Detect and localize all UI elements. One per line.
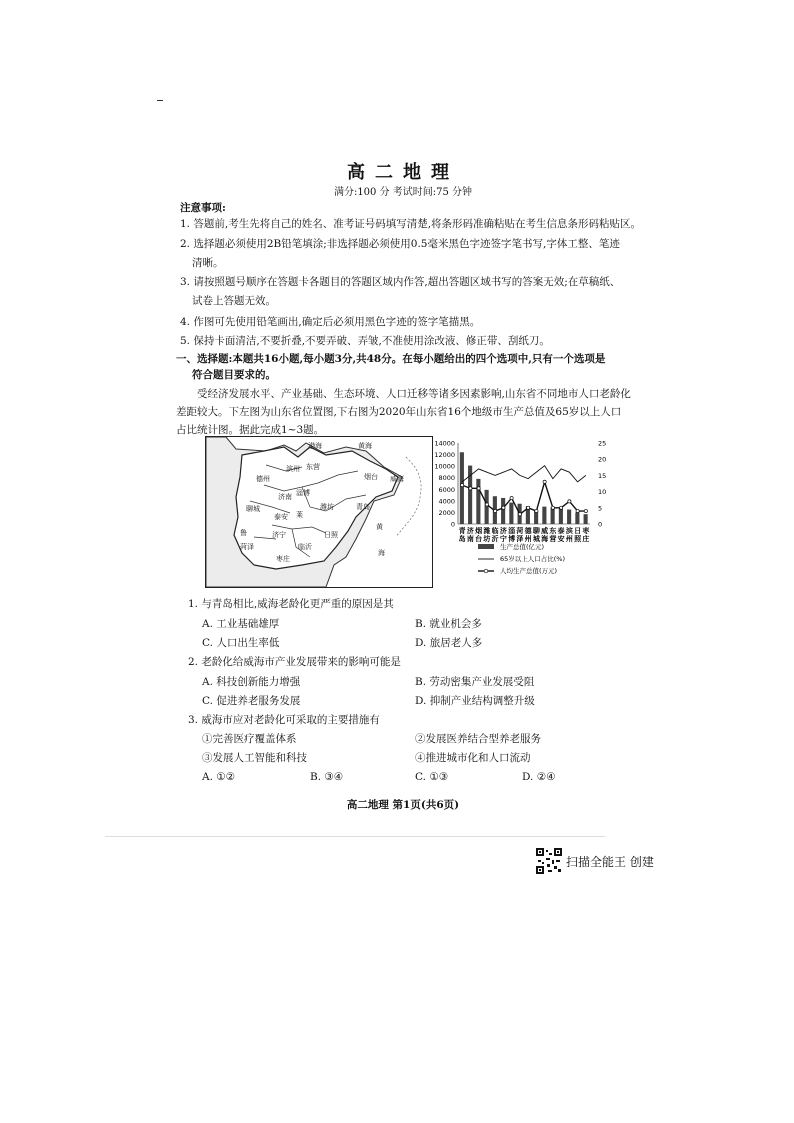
y-tick-label-left: 12000 xyxy=(434,451,455,460)
x-tick-label: 庄 xyxy=(582,535,590,543)
bar xyxy=(575,512,579,524)
x-tick-label: 州 xyxy=(524,535,532,543)
per-capita-marker xyxy=(518,513,521,516)
x-tick-label: 威 xyxy=(541,527,549,535)
x-tick-label: 照 xyxy=(574,535,582,543)
per-capita-marker xyxy=(560,506,563,509)
bar xyxy=(485,490,489,524)
x-tick-label: 岛 xyxy=(458,535,466,543)
divider xyxy=(105,836,605,837)
section-heading: 一、选择题:本题共16小题,每小题3分,共48分。在每小题给出的四个选项中,只有一个选项是 xyxy=(176,353,606,365)
x-tick-label: 城 xyxy=(532,535,540,543)
map-label-taian: 泰安 xyxy=(274,513,288,521)
page-footer: 高二地理 第1页(共6页) xyxy=(346,799,460,811)
x-tick-label: 博 xyxy=(508,535,516,543)
map-label-yantai: 烟台 xyxy=(364,473,378,481)
legend-label: 生产总值(亿元) xyxy=(500,543,545,551)
bar xyxy=(542,507,546,524)
passage: 受经济发展水平、产业基础、生态环境、人口迁移等诸多因素影响,山东省不同地市人口老龄化差距较大。下左图为山东省位置图,下右图为2020年山东省16个地级市生产总值及65岁以上人口占比统计图。据此完成1~3题。 xyxy=(176,388,631,436)
option: C. 人口出生率低 xyxy=(202,637,280,649)
map-label-dezhou: 德州 xyxy=(256,475,270,483)
statement: ①完善医疗覆盖体系 xyxy=(202,733,297,745)
x-tick-label: 东 xyxy=(549,527,557,535)
x-tick-label: 南 xyxy=(466,535,474,543)
question-stem: 2. 老龄化给威海市产业发展带来的影响可能是 xyxy=(188,656,401,668)
bar xyxy=(460,452,464,524)
notice-item: 试卷上答题无效。 xyxy=(192,295,276,307)
page-title: 高二地理 xyxy=(347,162,459,183)
map-label-weifang: 潍坊 xyxy=(320,503,334,511)
y-tick-label-right: 10 xyxy=(598,488,607,497)
per-capita-marker xyxy=(510,496,513,499)
map-label-linyi: 临沂 xyxy=(298,543,312,551)
y-tick-label-right: 0 xyxy=(598,520,603,529)
notice-item: 5. 保持卡面清洁,不要折叠,不要弄破、弄皱,不准使用涂改液、修正带、刮纸刀。 xyxy=(180,335,550,347)
x-tick-label: 台 xyxy=(475,535,483,543)
exam-page xyxy=(168,145,642,835)
option: A. ①② xyxy=(202,771,236,783)
per-capita-marker xyxy=(527,506,530,509)
y-tick-label-left: 4000 xyxy=(438,497,455,506)
chart-svg xyxy=(430,437,630,587)
x-tick-label: 滨 xyxy=(565,527,573,535)
map-label-rizhao: 日照 xyxy=(324,531,338,539)
y-tick-label-left: 8000 xyxy=(438,474,455,483)
x-tick-label: 坊 xyxy=(483,535,491,543)
map-label-zaozhuang: 枣庄 xyxy=(276,555,290,563)
notice-heading: 注意事项: xyxy=(180,202,226,214)
gdp-aging-chart xyxy=(430,437,630,587)
bar xyxy=(551,507,555,524)
scan-mark xyxy=(157,100,163,101)
per-capita-marker xyxy=(477,487,480,490)
bar xyxy=(501,498,505,524)
y-tick-label-left: 2000 xyxy=(438,508,455,517)
x-tick-label: 营 xyxy=(549,535,557,543)
y-tick-label-left: 6000 xyxy=(438,485,455,494)
x-tick-label: 潍 xyxy=(483,527,491,535)
map-label-zibo: 淄博 xyxy=(296,489,310,497)
y-tick-label-right: 20 xyxy=(598,455,607,464)
series-line-aging xyxy=(462,466,586,482)
x-tick-label: 泰 xyxy=(557,527,565,535)
x-tick-label: 日 xyxy=(574,527,582,535)
statement: ④推进城市化和人口流动 xyxy=(415,752,531,764)
bar xyxy=(476,479,480,524)
y-tick-label-left: 10000 xyxy=(434,462,455,471)
per-capita-marker xyxy=(568,500,571,503)
map-label-binzhou: 滨州 xyxy=(286,465,300,473)
x-tick-label: 临 xyxy=(491,527,499,535)
option: D. 抑制产业结构调整升级 xyxy=(415,695,535,707)
x-tick-label: 州 xyxy=(565,535,573,543)
map-label-qingdao: 青岛 xyxy=(356,503,370,511)
y-tick-label-right: 15 xyxy=(598,471,607,480)
map-label-laiwu: 莱 xyxy=(296,511,303,519)
bar xyxy=(584,514,588,524)
option: A. 工业基础雄厚 xyxy=(202,618,280,630)
x-tick-label: 菏 xyxy=(516,527,524,535)
map-svg xyxy=(206,437,432,587)
x-tick-label: 宁 xyxy=(499,535,507,543)
x-tick-label: 安 xyxy=(557,535,565,543)
per-capita-marker xyxy=(576,509,579,512)
scanner-brand: 扫描全能王 创建 xyxy=(566,855,654,869)
question-stem: 3. 威海市应对老龄化可采取的主要措施有 xyxy=(188,714,380,726)
notice-item: 1. 答题前,考生先将自己的姓名、准考证号码填写清楚,将条形码准确粘贴在考生信息条形码粘贴区。 xyxy=(180,218,642,230)
map-label-weihai: 威海 xyxy=(390,475,404,483)
x-tick-label: 泽 xyxy=(516,535,524,543)
legend-label: 65岁以上人口占比(%) xyxy=(500,555,566,563)
per-capita-marker xyxy=(485,503,488,506)
x-tick-label: 聊 xyxy=(532,527,540,535)
map-label-hai: 海 xyxy=(378,549,385,557)
option: D. ②④ xyxy=(522,771,556,783)
option: C. 促进养老服务发展 xyxy=(202,695,301,707)
y-tick-label-right: 5 xyxy=(598,504,603,513)
x-tick-label: 淄 xyxy=(508,527,516,535)
per-capita-marker xyxy=(461,484,464,487)
per-capita-marker xyxy=(502,506,505,509)
statement: ②发展医养结合型养老服务 xyxy=(415,733,541,745)
qr-code-icon xyxy=(536,848,562,874)
series-line-per-capita xyxy=(462,482,586,514)
notice-item: 清晰。 xyxy=(192,257,224,269)
x-tick-label: 济 xyxy=(499,527,507,535)
y-tick-label-left: 14000 xyxy=(434,439,455,448)
question-stem: 1. 与青岛相比,威海老龄化更严重的原因是其 xyxy=(188,598,394,610)
per-capita-marker xyxy=(551,506,554,509)
option: A. 科技创新能力增强 xyxy=(202,676,301,688)
section-heading: 符合题目要求的。 xyxy=(192,369,276,381)
notice-item: 3. 请按照题号顺序在答题卡各题目的答题区域内作答,超出答题区域书写的答案无效;在草稿纸、 xyxy=(180,276,621,288)
map-label-huang: 黄 xyxy=(376,523,383,531)
shandong-map xyxy=(205,436,433,588)
x-tick-label: 烟 xyxy=(475,527,483,535)
per-capita-marker xyxy=(584,509,587,512)
per-capita-marker xyxy=(535,509,538,512)
map-label-heze: 菏泽 xyxy=(240,543,254,551)
y-tick-label-right: 25 xyxy=(598,439,607,448)
bar xyxy=(567,510,571,524)
map-label-lu: 鲁 xyxy=(240,529,247,537)
x-tick-label: 济 xyxy=(466,527,474,535)
per-capita-marker xyxy=(543,480,546,483)
x-tick-label: 德 xyxy=(524,527,532,535)
statement: ③发展人工智能和科技 xyxy=(202,752,307,764)
legend-label: 人均生产总值(万元) xyxy=(500,567,558,575)
option: B. 劳动密集产业发展受阻 xyxy=(415,676,535,688)
map-label-dongying: 东营 xyxy=(306,463,320,471)
option: B. ③④ xyxy=(310,771,344,783)
per-capita-marker xyxy=(494,509,497,512)
per-capita-marker xyxy=(469,487,472,490)
option: B. 就业机会多 xyxy=(415,618,482,630)
x-tick-label: 海 xyxy=(541,535,549,543)
map-label-bohai: 渤海 xyxy=(308,442,322,450)
bar xyxy=(509,503,513,524)
y-tick-label-left: 0 xyxy=(450,520,455,529)
map-label-jinan: 济南 xyxy=(278,493,292,501)
x-tick-label: 沂 xyxy=(491,535,499,543)
page-subtitle: 满分:100 分 考试时间:75 分钟 xyxy=(333,187,473,198)
option: D. 旅居老人多 xyxy=(415,637,483,649)
map-label-huanghai: 黄海 xyxy=(358,442,372,450)
notice-item: 2. 选择题必须使用2B铅笔填涂;非选择题必须使用0.5毫米黑色字迹签字笔书写,字体工整、笔迹 xyxy=(180,238,620,250)
legend-swatch-bar xyxy=(478,544,494,549)
option: C. ①③ xyxy=(415,771,449,783)
x-tick-label: 枣 xyxy=(582,527,590,535)
map-label-jining: 济宁 xyxy=(272,531,286,539)
notice-item: 4. 作图可先使用铅笔画出,确定后必须用黑色字迹的签字笔描黑。 xyxy=(180,316,481,328)
x-tick-label: 青 xyxy=(458,527,466,535)
bar xyxy=(559,508,563,524)
legend-swatch-marker xyxy=(484,569,488,573)
map-label-liaocheng: 聊城 xyxy=(246,505,260,513)
